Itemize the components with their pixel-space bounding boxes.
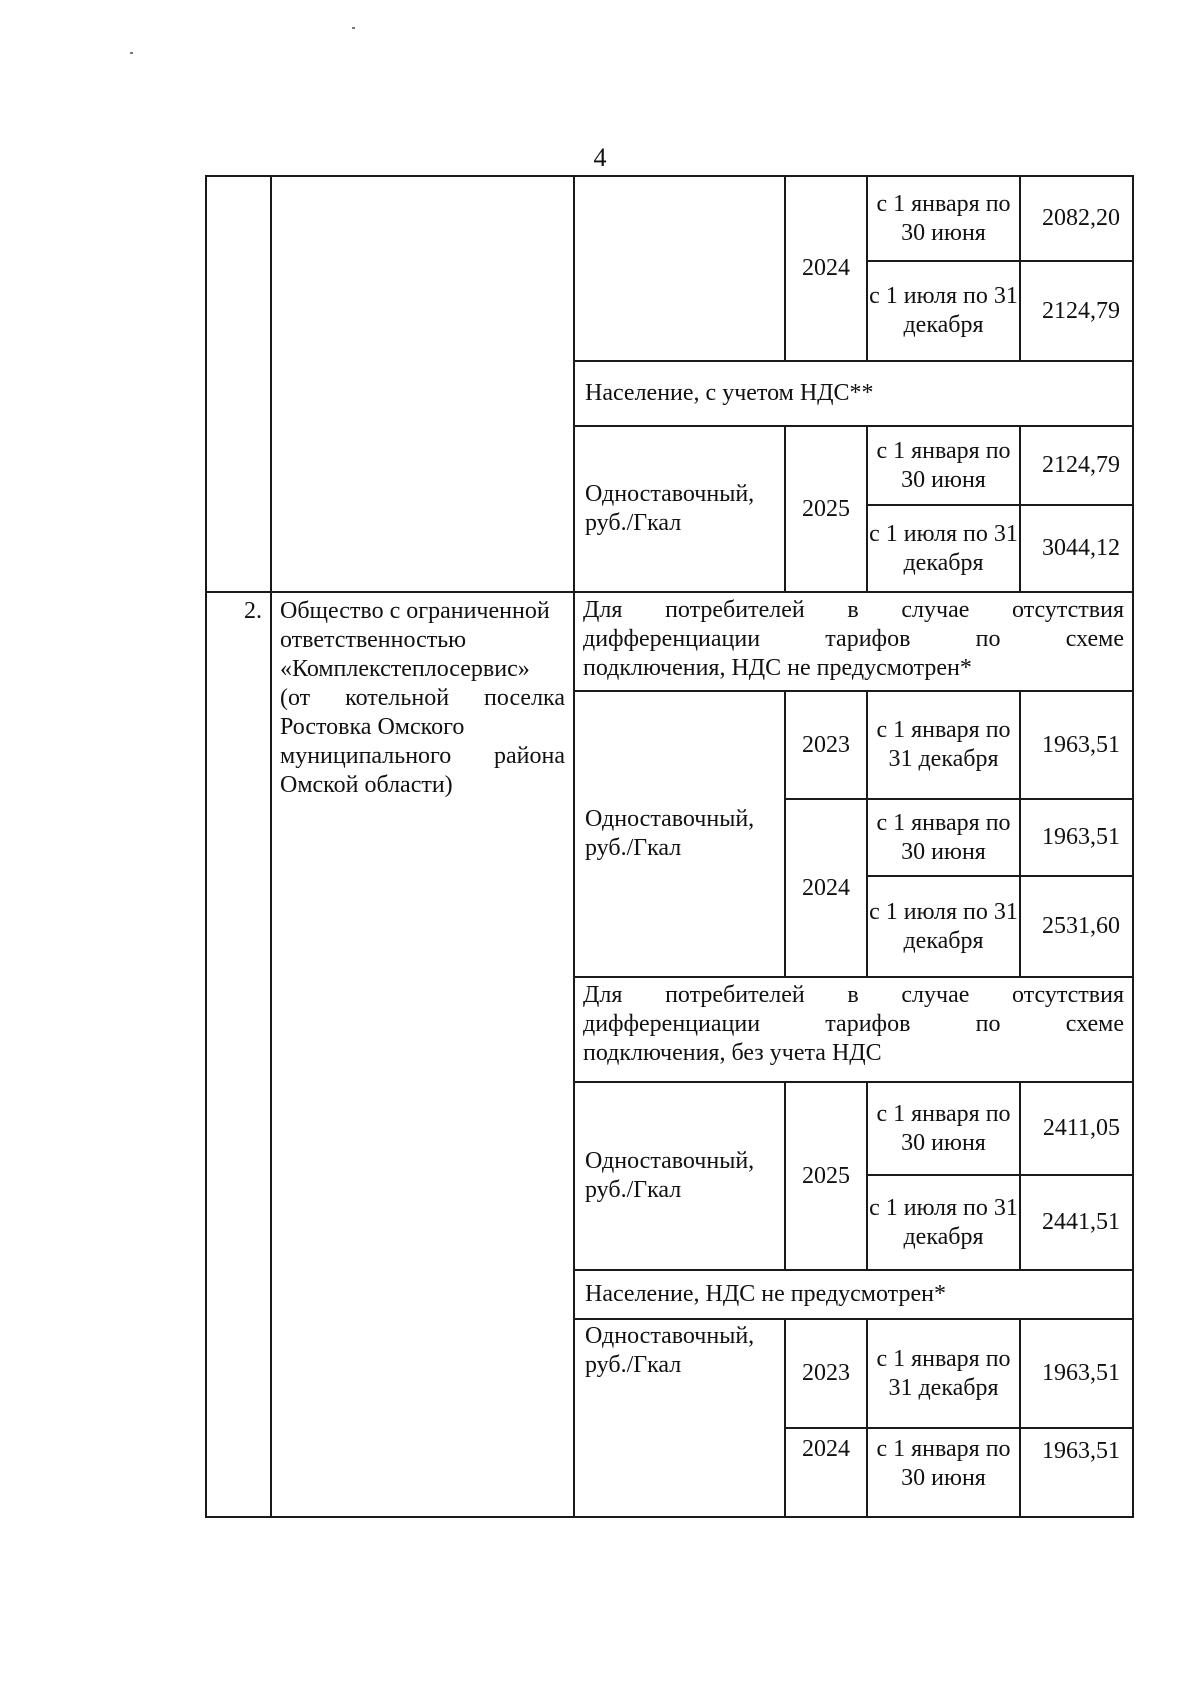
tariff-value: 3044,12 [1019,504,1134,593]
year-2024: 2024 [784,798,868,978]
period-cell: с 1 января по 31 декабря [866,1318,1021,1429]
organization-name [270,591,575,1518]
population-no-vat-header: Население, НДС не предусмотрен* [573,1269,1134,1320]
period-cell: с 1 января по 30 июня [866,798,1021,877]
header-line: дифференциации тарифов по схеме [583,1011,1124,1037]
tariff-value: 1963,51 [1019,1427,1134,1518]
tariff-value: 2441,51 [1019,1174,1134,1271]
population-vat-header: Население, с учетом НДС** [573,360,1134,427]
year-2024: 2024 [784,175,868,362]
tariff-value: 2531,60 [1019,875,1134,978]
year-2025: 2025 [784,1081,868,1271]
organization-name-line: Ростовка Омского [280,714,465,740]
organization-name-line: муниципального района [280,743,565,769]
period-cell: с 1 января по 30 июня [866,175,1021,262]
organization-name-line: Общество с ограниченной ответственностью «Комплекстеплосервис» [280,598,550,682]
tariff-value: 2124,79 [1019,425,1134,506]
tariff-type-label: Одноставочный, руб./Гкал [573,1081,786,1271]
tariff-value: 1963,51 [1019,690,1134,800]
period-cell: с 1 июля по 31 декабря [866,504,1021,593]
header-line: Для потребителей в случае отсутствия [583,597,1124,623]
header-line: дифференциации тарифов по схеме [583,626,1124,652]
year-2024: 2024 [784,1427,868,1518]
organization-name-line: (от котельной поселка [280,685,565,711]
page-number: 4 [593,143,607,172]
period-cell: с 1 января по 31 декабря [866,690,1021,800]
tariff-type-cell-empty [573,175,786,362]
header-line: Для потребителей в случае отсутствия [583,982,1124,1008]
tariff-type-label: Одноставочный, руб./Гкал [573,1318,786,1518]
period-cell: с 1 июля по 31 декабря [866,875,1021,978]
header-line: подключения, НДС не предусмотрен* [583,655,972,681]
tariff-type-label: Одноставочный, руб./Гкал [573,425,786,593]
number-cell-empty [205,175,272,593]
period-cell: с 1 января по 30 июня [866,1427,1021,1518]
period-cell: с 1 января по 30 июня [866,1081,1021,1176]
tariff-value: 1963,51 [1019,1318,1134,1429]
tariff-value: 2082,20 [1019,175,1134,262]
header-line: подключения, без учета НДС [583,1040,882,1066]
consumer-group-header [573,591,1134,692]
tariff-value: 1963,51 [1019,798,1134,877]
organization-cell-empty [270,175,575,593]
organization-name-line: Омской области) [280,772,453,798]
year-2025: 2025 [784,425,868,593]
year-2023: 2023 [784,690,868,800]
year-2023: 2023 [784,1318,868,1429]
tariff-value: 2411,05 [1019,1081,1134,1176]
consumer-group-header [573,976,1134,1083]
period-cell: с 1 июля по 31 декабря [866,260,1021,362]
period-cell: с 1 июля по 31 декабря [866,1174,1021,1271]
row-number: 2. [205,591,272,1518]
period-cell: с 1 января по 30 июня [866,425,1021,506]
tariff-value: 2124,79 [1019,260,1134,362]
tariff-type-label: Одноставочный, руб./Гкал [573,690,786,978]
